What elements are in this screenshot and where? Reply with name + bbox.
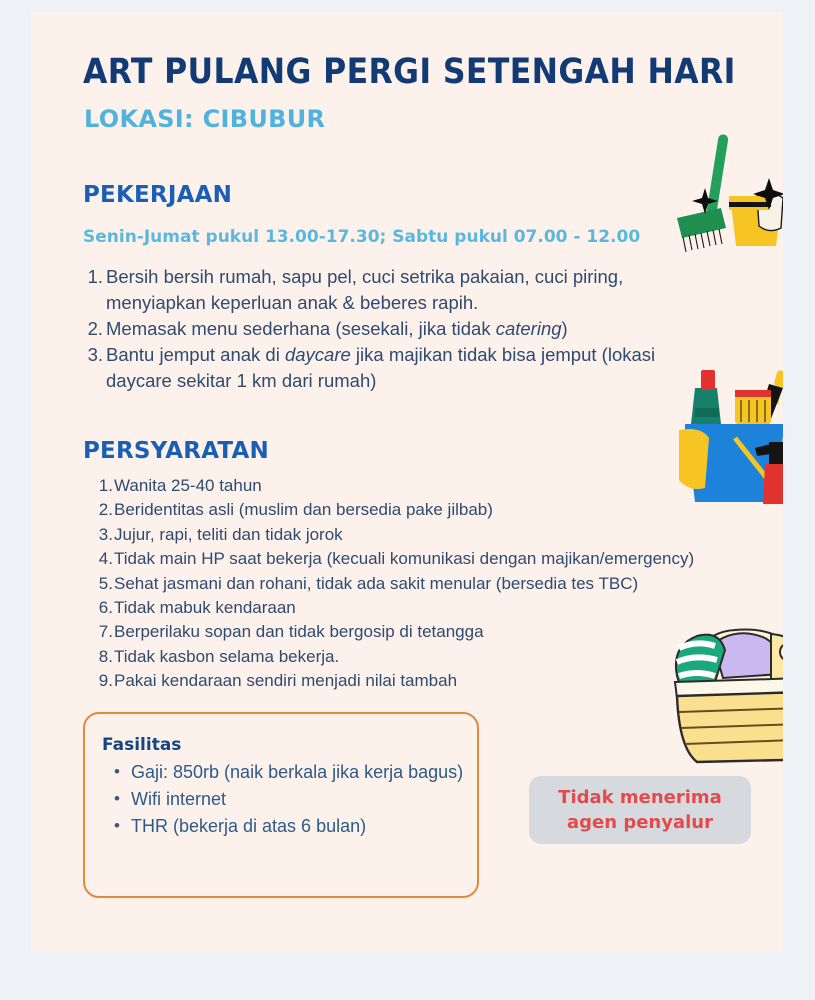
list-text: Tidak main HP saat bekerja (kecuali komunikasi dengan majikan/emergency): [114, 549, 695, 569]
broom-and-bucket-icon: [669, 130, 783, 259]
list-number: 8 .: [95, 645, 113, 669]
list-text-tail: jika majikan tidak bisa jemput (lokasi daycare sekitar 1 km dari rumah): [106, 344, 656, 391]
list-text: Jujur, rapi, teliti dan tidak jorok: [114, 524, 343, 544]
cleaning-supplies-bucket-icon: [665, 364, 783, 509]
list-item: [95, 547, 783, 571]
list-number: 6 .: [95, 596, 113, 620]
list-item: • Gaji: 850rb (naik berkala jika kerja bagus): [131, 759, 463, 786]
section-heading-pekerjaan: PEKERJAAN: [83, 182, 233, 208]
list-text: Tidak mabuk kendaraan: [114, 598, 296, 618]
location-subtitle: LOKASI: CIBUBUR: [84, 105, 326, 133]
list-text: Memasak menu sederhana (sesekali, jika tidak: [106, 318, 496, 339]
list-number: 4 .: [95, 547, 113, 571]
list-text: Tidak kasbon selama bekerja.: [114, 646, 340, 666]
list-item: [95, 523, 783, 547]
warning-line-1: Tidak menerima: [558, 787, 722, 808]
list-number: 1 .: [85, 264, 103, 290]
list-number: 3 .: [85, 342, 103, 368]
list-item: [85, 342, 675, 394]
list-text: Berperilaku sopan dan tidak bergosip di tetangga: [114, 622, 484, 642]
list-item: • THR (bekerja di atas 6 bulan): [131, 813, 463, 840]
list-text: Bersih bersih rumah, sapu pel, cuci setrika pakaian, cuci piring, menyiapkan keperluan anak & beberes rapih.: [106, 266, 624, 313]
facilities-list: [103, 759, 463, 840]
list-item: [95, 572, 783, 596]
list-number: 1 .: [95, 474, 113, 498]
poster-card: [31, 12, 783, 952]
list-text: Sehat jasmani dan rohani, tidak ada sakit menular (bersedia tes TBC): [114, 573, 639, 593]
warning-line-2: agen penyalur: [567, 812, 713, 833]
jobs-list: [85, 264, 675, 394]
list-text: Wanita 25-40 tahun: [114, 476, 262, 495]
list-number: 2 .: [95, 498, 113, 522]
list-text-emphasis: daycare: [284, 344, 351, 365]
warning-badge: [529, 776, 751, 844]
list-text-tail: ): [561, 318, 568, 339]
list-item: • Wifi internet: [131, 786, 463, 813]
list-text: Bantu jemput anak di: [106, 344, 285, 365]
list-item: [85, 264, 675, 316]
facilities-title: Fasilitas: [102, 735, 182, 755]
laundry-basket-icon: [653, 616, 783, 771]
work-schedule-text: Senin-Jumat pukul 13.00-17.30; Sabtu pukul 07.00 - 12.00: [83, 227, 641, 247]
list-number: 9 .: [95, 669, 113, 693]
list-number: 3 .: [95, 523, 113, 547]
list-number: 7 .: [95, 620, 113, 644]
list-number: 5 .: [95, 572, 113, 596]
list-text: Beridentitas asli (muslim dan bersedia pake jilbab): [114, 500, 493, 520]
page-title: ART PULANG PERGI SETENGAH HARI: [83, 52, 736, 92]
list-item: [85, 316, 675, 342]
list-text-emphasis: catering: [495, 318, 562, 339]
list-text: Pakai kendaraan sendiri menjadi nilai tambah: [114, 671, 458, 691]
section-heading-persyaratan: PERSYARATAN: [83, 438, 269, 464]
list-number: 2 .: [85, 316, 103, 342]
facilities-box: [83, 712, 479, 898]
